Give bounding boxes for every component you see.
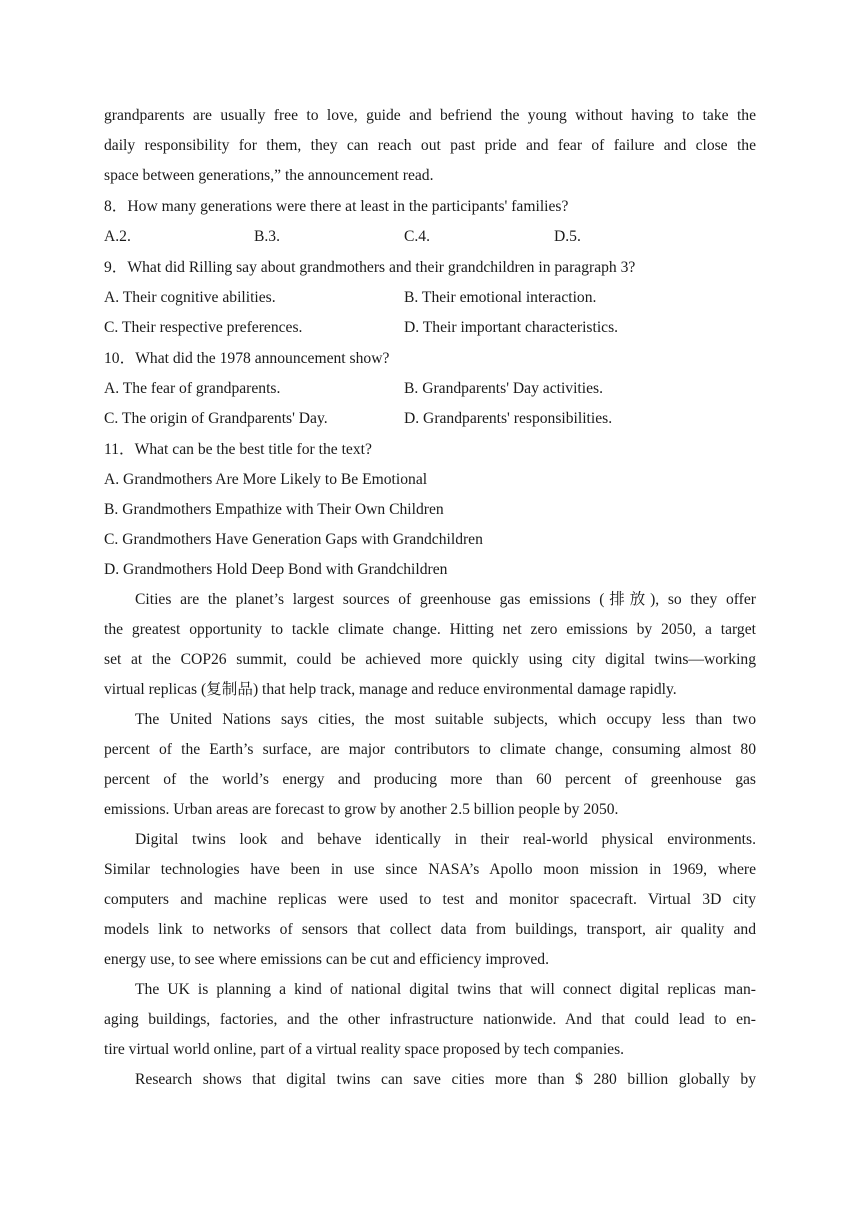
- text-line: computers and machine replicas were used to test and monitor spacecraft. Virtual 3D city: [104, 891, 756, 908]
- option-c: C. Their respective preferences.: [104, 319, 303, 336]
- options-row: [104, 313, 756, 343]
- option-d: D. Grandmothers Hold Deep Bond with Grandchildren: [104, 561, 448, 578]
- option-d: D.5.: [554, 228, 581, 245]
- options-row: [104, 374, 756, 404]
- text-line: percent of the Earth’s surface, are major contributors to climate change, consuming almost 80: [104, 741, 756, 758]
- text-line: Similar technologies have been in use since NASA’s Apollo moon mission in 1969, where: [104, 861, 756, 878]
- text-line: daily responsibility for them, they can reach out past pride and fear of failure and close the: [104, 137, 756, 154]
- text-line: space between generations,” the announcement read.: [104, 167, 434, 184]
- passage-1-tail: [104, 101, 756, 191]
- paragraph: [104, 825, 756, 975]
- option-c: C.4.: [404, 228, 430, 245]
- options-row: [104, 222, 756, 252]
- text-line: The UK is planning a kind of national digital twins that will connect digital replicas man-: [135, 981, 756, 998]
- option-d: D. Grandparents' responsibilities.: [404, 410, 613, 427]
- question-stem: 11．What can be the best title for the text?: [104, 441, 372, 458]
- text-line: grandparents are usually free to love, guide and befriend the young without having to take the: [104, 107, 756, 124]
- option-a: A. Grandmothers Are More Likely to Be Emotional: [104, 471, 428, 488]
- text-line: aging buildings, factories, and the other infrastructure nationwide. And that could lead to en-: [104, 1011, 756, 1028]
- text-line: The United Nations says cities, the most suitable subjects, which occupy less than two: [135, 711, 756, 728]
- question-9: [104, 252, 756, 343]
- paragraph: [104, 1065, 756, 1095]
- paragraph: [104, 585, 756, 705]
- question-stem: 9．What did Rilling say about grandmothers and their grandchildren in paragraph 3?: [104, 259, 636, 276]
- option-a: A.2.: [104, 228, 131, 245]
- text-line: models link to networks of sensors that collect data from buildings, transport, air quality and: [104, 921, 756, 938]
- question-stem: 8．How many generations were there at least in the participants' families?: [104, 198, 569, 215]
- text-line: percent of the world’s energy and producing more than 60 percent of greenhouse gas: [104, 771, 756, 788]
- question-11: [104, 434, 756, 585]
- option-b: B. Grandparents' Day activities.: [404, 380, 603, 397]
- text-line: emissions. Urban areas are forecast to grow by another 2.5 billion people by 2050.: [104, 801, 619, 818]
- option-a: A. The fear of grandparents.: [104, 380, 281, 397]
- text-line: set at the COP26 summit, could be achieved more quickly using city digital twins—working: [104, 651, 756, 668]
- question-stem: 10．What did the 1978 announcement show?: [104, 350, 390, 367]
- option-b: B.3.: [254, 228, 280, 245]
- options-row: [104, 283, 756, 313]
- paragraph: [104, 705, 756, 825]
- text-line: Research shows that digital twins can save cities more than $ 280 billion globally by: [135, 1071, 756, 1088]
- question-10: [104, 343, 756, 434]
- option-a: A. Their cognitive abilities.: [104, 289, 276, 306]
- question-8: [104, 191, 756, 252]
- text-line: energy use, to see where emissions can be cut and efficiency improved.: [104, 951, 549, 968]
- option-c: C. The origin of Grandparents' Day.: [104, 410, 328, 427]
- option-b: B. Grandmothers Empathize with Their Own Children: [104, 501, 444, 518]
- text-line: the greatest opportunity to tackle climate change. Hitting net zero emissions by 2050, a target: [104, 621, 756, 638]
- text-line: Cities are the planet’s largest sources of greenhouse gas emissions (排放), so they offer: [135, 591, 756, 608]
- text-line: tire virtual world online, part of a virtual reality space proposed by tech companies.: [104, 1041, 625, 1058]
- passage-2: [104, 585, 756, 1095]
- option-c: C. Grandmothers Have Generation Gaps with Grandchildren: [104, 531, 483, 548]
- document-page: [104, 101, 756, 1095]
- option-b: B. Their emotional interaction.: [404, 289, 597, 306]
- text-line: virtual replicas (复制品) that help track, manage and reduce environmental damage rapidly.: [104, 681, 677, 698]
- options-row: [104, 404, 756, 434]
- text-line: Digital twins look and behave identically in their real-world physical environments.: [135, 831, 756, 848]
- option-d: D. Their important characteristics.: [404, 319, 619, 336]
- paragraph: [104, 975, 756, 1065]
